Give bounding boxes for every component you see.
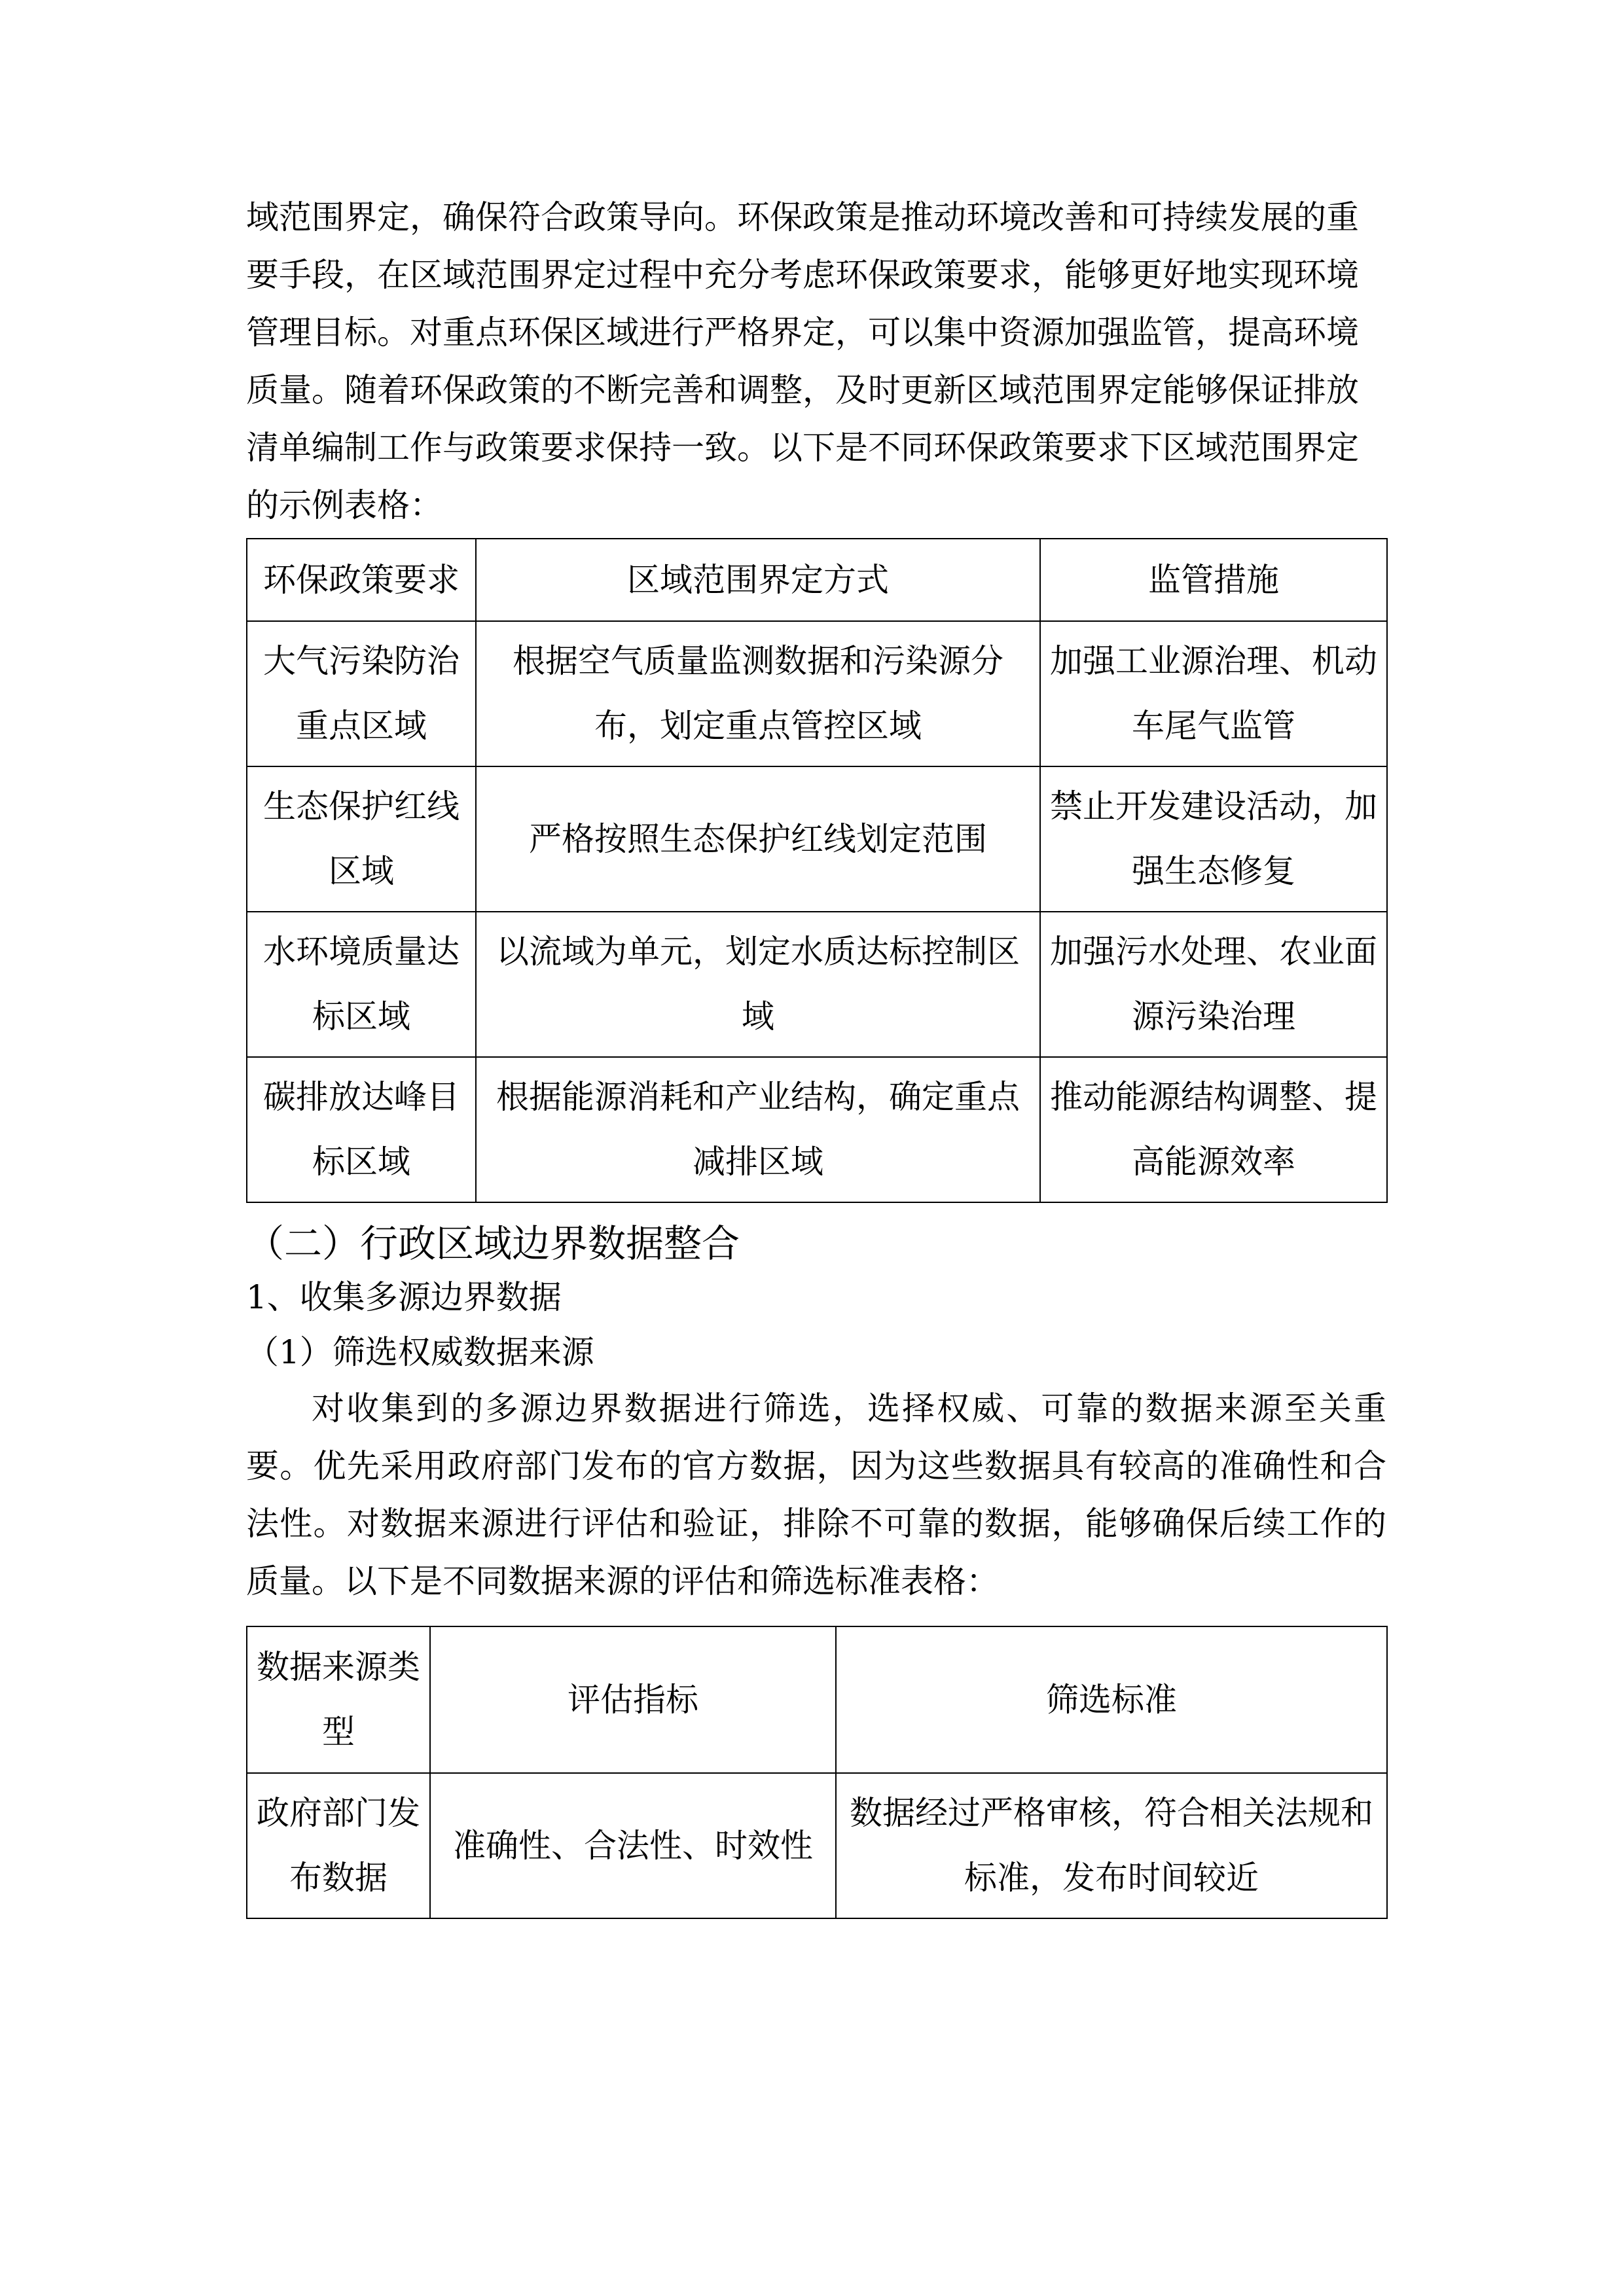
table-header-cell: 区域范围界定方式	[476, 539, 1040, 621]
table-cell: 加强污水处理、农业面源污染治理	[1040, 912, 1387, 1057]
table-cell: 准确性、合法性、时效性	[430, 1773, 836, 1918]
table-row	[247, 621, 1387, 766]
table-row	[247, 1057, 1387, 1202]
intro-paragraph	[246, 188, 1386, 534]
intro-line: 域范围界定，确保符合政策导向。环保政策是推动环境改善和可持续发展的重	[246, 198, 1359, 236]
section-heading: （二）行政区域边界数据整合	[246, 1221, 740, 1266]
data-source-table	[246, 1626, 1388, 1919]
subheading-level-1: 1、收集多源边界数据	[246, 1278, 562, 1316]
policy-region-table	[246, 538, 1388, 1203]
table-row	[247, 766, 1387, 912]
table-cell: 根据能源消耗和产业结构，确定重点减排区域	[476, 1057, 1040, 1202]
table-cell: 加强工业源治理、机动车尾气监管	[1040, 621, 1387, 766]
page-content	[246, 188, 1386, 1919]
table-header-row	[247, 539, 1387, 621]
intro-line: 清单编制工作与政策要求保持一致。以下是不同环保政策要求下区域范围界定	[246, 429, 1359, 467]
table-cell: 以流域为单元，划定水质达标控制区域	[476, 912, 1040, 1057]
table-header-cell: 评估指标	[430, 1626, 836, 1773]
subheading-level-2: （1）筛选权威数据来源	[246, 1333, 594, 1371]
table-row	[247, 1773, 1387, 1918]
table-cell: 禁止开发建设活动，加强生态修复	[1040, 766, 1387, 912]
intro-line: 要手段，在区域范围界定过程中充分考虑环保政策要求，能够更好地实现环境	[246, 256, 1359, 294]
table-header-row	[247, 1626, 1387, 1773]
table-cell: 推动能源结构调整、提高能源效率	[1040, 1057, 1387, 1202]
table-cell: 数据经过严格审核，符合相关法规和标准，发布时间较近	[836, 1773, 1387, 1918]
table-row	[247, 912, 1387, 1057]
table-cell: 水环境质量达标区域	[247, 912, 476, 1057]
table-cell: 根据空气质量监测数据和污染源分布，划定重点管控区域	[476, 621, 1040, 766]
table-cell: 政府部门发布数据	[247, 1773, 430, 1918]
intro-line: 的示例表格：	[246, 486, 442, 524]
table-cell: 生态保护红线区域	[247, 766, 476, 912]
data-source-paragraph: 对收集到的多源边界数据进行筛选，选择权威、可靠的数据来源至关重要。优先采用政府部门发布的官方数据，因为这些数据具有较高的准确性和合法性。对数据来源进行评估和验证，排除不可靠的数据，能够确保后续工作的质量。以下是不同数据来源的评估和筛选标准表格：	[246, 1390, 1386, 1600]
intro-line: 管理目标。对重点环保区域进行严格界定，可以集中资源加强监管，提高环境	[246, 314, 1359, 351]
table-header-cell: 监管措施	[1040, 539, 1387, 621]
table-header-cell: 环保政策要求	[247, 539, 476, 621]
table-header-cell: 筛选标准	[836, 1626, 1387, 1773]
table-cell: 严格按照生态保护红线划定范围	[476, 766, 1040, 912]
intro-line: 质量。随着环保政策的不断完善和调整，及时更新区域范围界定能够保证排放	[246, 371, 1359, 409]
table-cell: 大气污染防治重点区域	[247, 621, 476, 766]
table-header-cell: 数据来源类型	[247, 1626, 430, 1773]
table-cell: 碳排放达峰目标区域	[247, 1057, 476, 1202]
